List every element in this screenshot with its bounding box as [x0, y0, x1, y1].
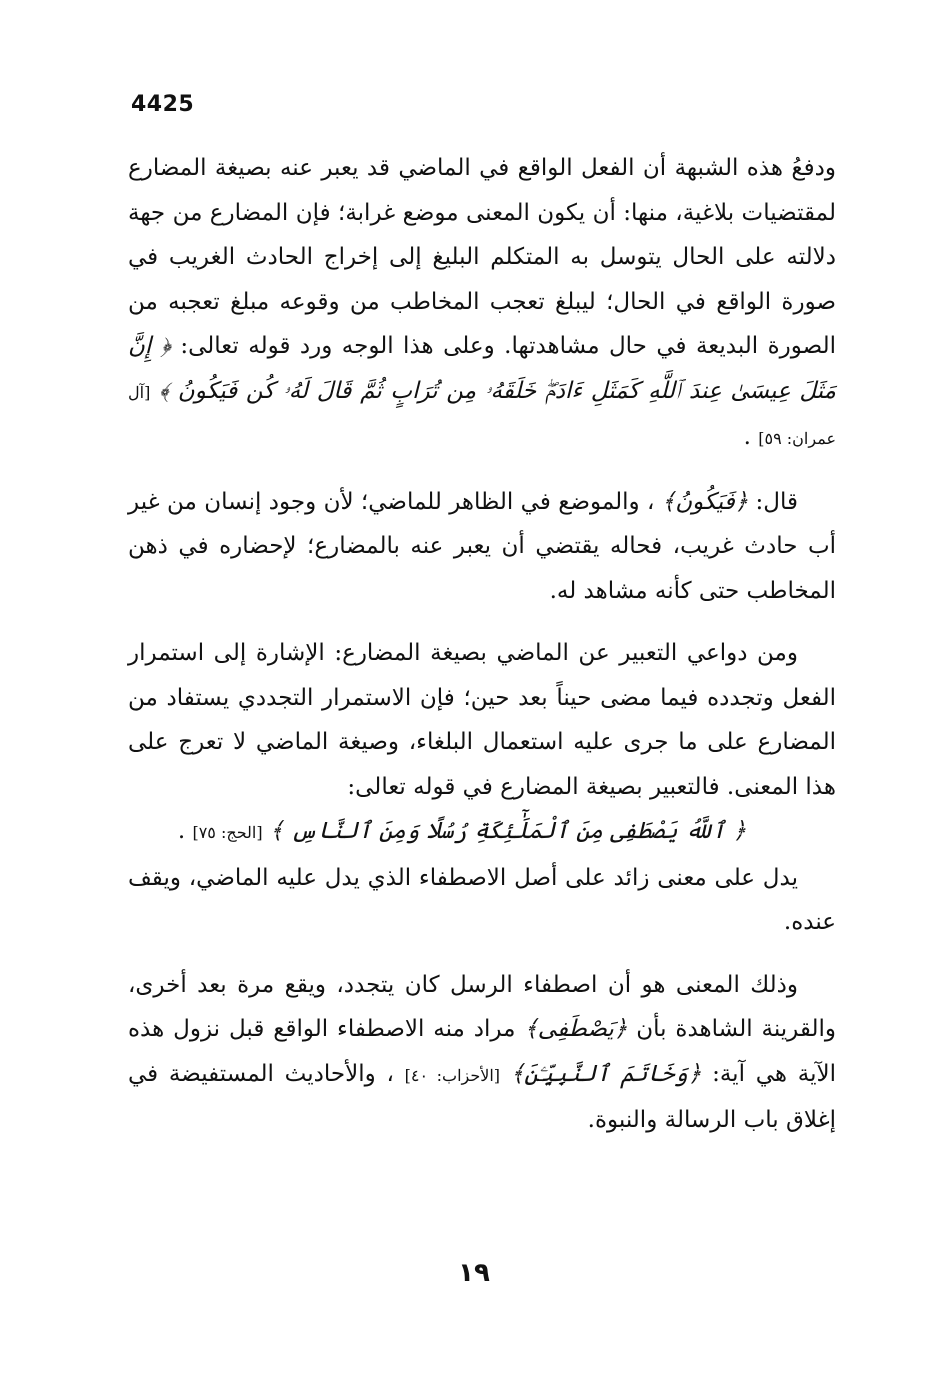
body-text	[128, 146, 836, 1143]
paragraph-3-text: ومن دواعي التعبير عن الماضي بصيغة المضارع: الإشارة إلى استمرار الفعل وتجدده فيما مضى حيناً بعد حين؛ فإن الاستمرار التجددي يستفاد من المضارع على ما جرى عليه استعمال البلغاء، وصيغة الماضي لا تعرج على هذا المعنى. فالتعبير بصيغة المضارع في قوله تعالى:	[128, 640, 836, 800]
paragraph-2-verse: ﴿فَيَكُونُ﴾	[661, 488, 749, 515]
paragraph-2-text-before: قال:	[748, 488, 798, 515]
paragraph-5-text-before: وذلك المعنى هو أن اصطفاء الرسل كان يتجدد، ويقع مرة بعد أخرى، والقرينة الشاهدة بأن	[128, 971, 836, 1042]
document-id: 4425	[131, 92, 195, 117]
verse-block-text: ﴿ ٱللَّهُ يَصْطَفِى مِنَ ٱلْمَلَٰٓئِكَةِ رُسُلًا وَمِنَ ٱلنَّاسِ ﴾	[269, 818, 747, 844]
paragraph-5-verse: ﴿يَصْطَفِى﴾	[524, 1016, 628, 1042]
verse-block-end: .	[177, 818, 186, 844]
page-number: ١٩	[458, 1258, 490, 1288]
verse-block	[128, 809, 836, 856]
verse-block-reference: [الحج: ٧٥]	[192, 823, 263, 842]
paragraph-gap	[128, 945, 836, 963]
paragraph-gap	[128, 462, 836, 480]
paragraph-5-text-after: ، والأحاديث المستفيضة في إغلاق باب الرسالة والنبوة.	[128, 1060, 836, 1133]
paragraph-1-text: ودفعُ هذه الشبهة أن الفعل الواقع في الماضي قد يعبر عنه بصيغة المضارع لمقتضيات بلاغية، منها: أن يكون المعنى موضع غرابة؛ فإن المضارع من جهة دلالته على الحال يتوسل به المتكلم البليغ إلى إخراج الحادث الغريب في صورة الواقع في الحال؛ ليبلغ تعجب المخاطب من وقوعه مبلغ تعجبه من الصورة البديعة في حال مشاهدتها. وعلى هذا الوجه ورد قوله تعالى:	[128, 155, 837, 359]
paragraph-4-text: يدل على معنى زائد على أصل الاصطفاء الذي يدل عليه الماضي، ويقف عنده.	[128, 864, 836, 935]
paragraph-1-end: .	[743, 424, 751, 450]
paragraph-5-verse-2: ﴿وَخَاتَمَ ٱلنَّبِيِّـۧنَ﴾	[510, 1060, 702, 1087]
paragraph-2-text-after: ، والموضع في الظاهر للماضي؛ لأن وجود إنسان من غير أب حادث غريب، فحاله يقتضي أن يعبر عنه بالمضارع؛ لإحضاره في ذهن المخاطب حتى كأنه مشاهد له.	[128, 488, 836, 604]
paragraph-5-text-middle: مراد منه الاصطفاء الواقع قبل نزول هذه الآية هي آية:	[128, 1016, 836, 1087]
paragraph-1	[128, 146, 836, 462]
paragraph-gap	[128, 613, 836, 631]
paragraph-4	[128, 856, 836, 945]
paragraph-2	[128, 480, 836, 614]
paragraph-1-verse: ﴿ إِنَّ مَثَلَ عِيسَىٰ عِندَ ٱللَّهِ كَمَثَلِ ءَادَمَۖ خَلَقَهُۥ مِن تُرَابٍ ثُمَّ قَالَ لَهُۥ كُن فَيَكُونُ ﴾	[128, 333, 837, 404]
paragraph-5-verse-reference: [الأحزاب: ٤٠]	[404, 1065, 501, 1085]
paragraph-3	[128, 631, 836, 809]
paragraph-1-verse-reference: [آل عمران: ٥٩]	[128, 382, 836, 448]
paragraph-5	[128, 963, 836, 1143]
